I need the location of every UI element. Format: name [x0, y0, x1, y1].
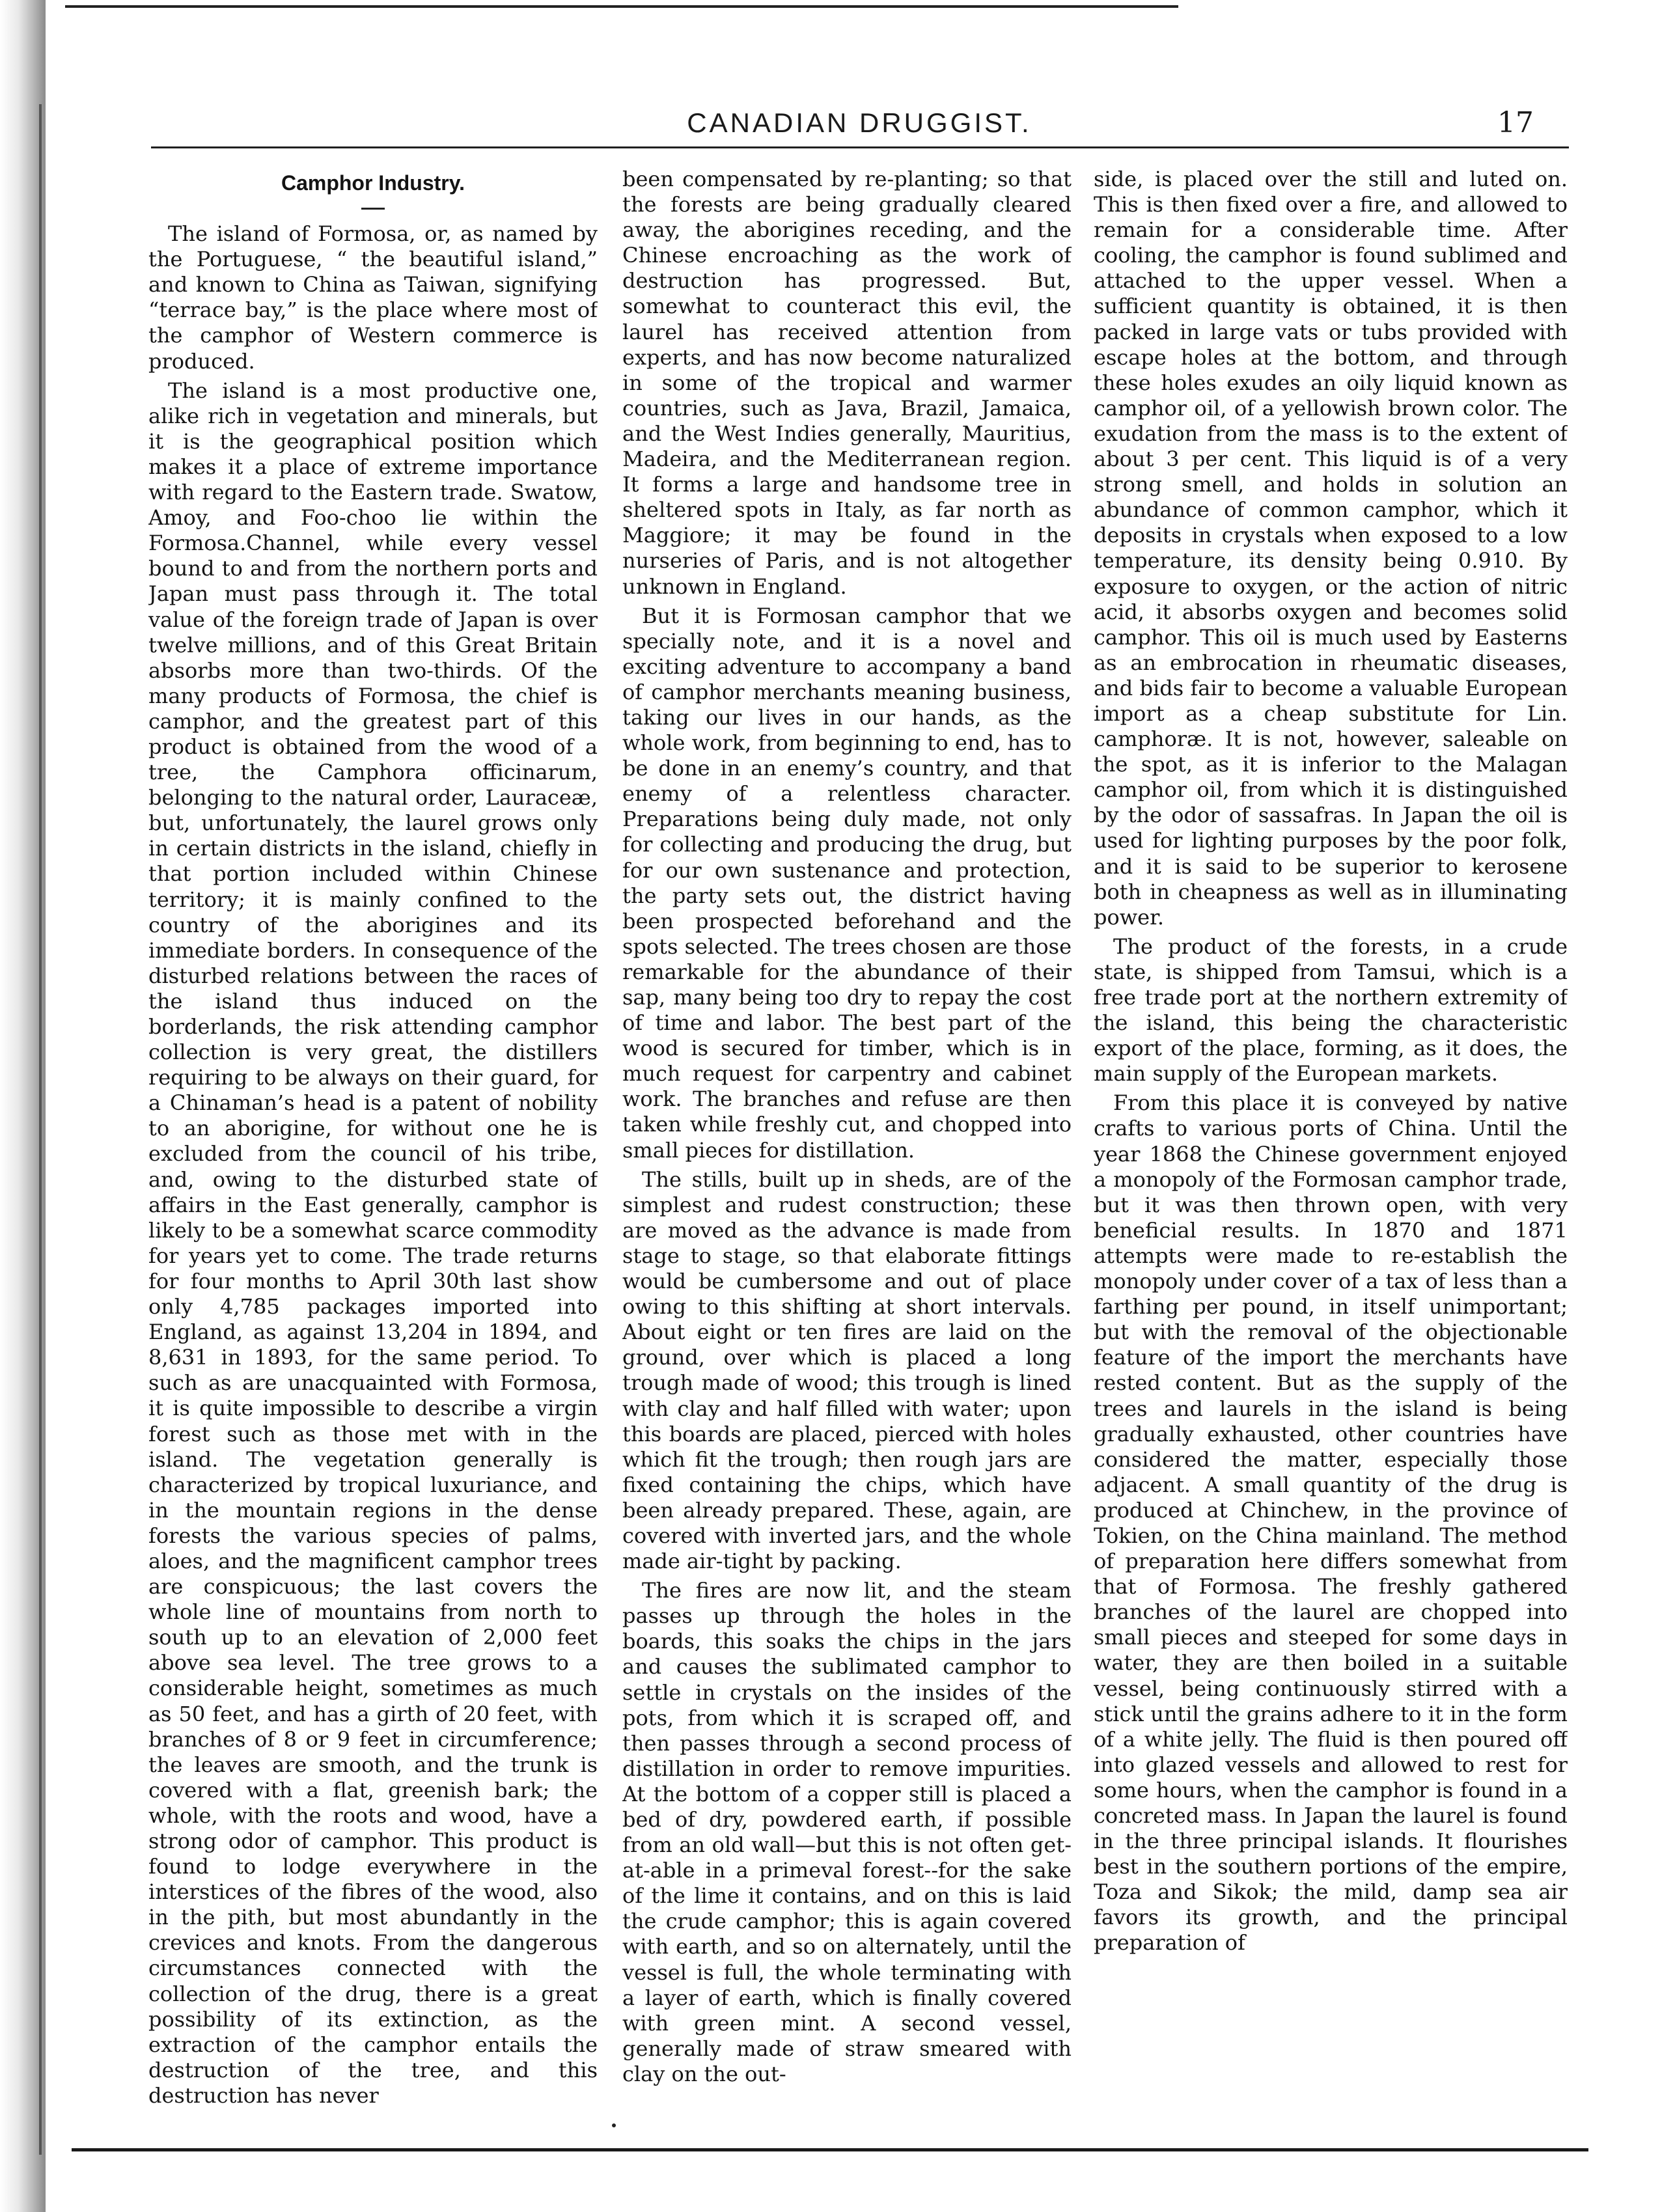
- article-column-3: [1094, 167, 1568, 2134]
- paragraph: The stills, built up in sheds, are of the simplest and rudest construction; these are moved as the advance is made from stage to stage, so that elaborate fittings would be cumbersome and out of place owing to this shifting at short intervals. About eight or ten fires are laid on the ground, over which is placed a long trough made of wood; this trough is lined with clay and half filled with water; upon this boards are placed, pierced with holes which fit the trough; then rough jars are fixed containing the chips, which have been already prepared. These, again, are covered with inverted jars, and the whole made air-tight by packing.: [622, 1167, 1072, 1574]
- bottom-edge-rule: [72, 2148, 1588, 2151]
- article-title: Camphor Industry.: [281, 171, 465, 195]
- paragraph: The fires are now lit, and the steam passes up through the holes in the boards, this soaks the chips in the jars and causes the sublimated camphor to settle in crystals on the insides of the pots, from which it is scraped off, and then passes through a second process of distillation in order to remove impurities. At the bottom of a copper still is placed a bed of dry, powdered earth, if possible from an old wall—but this is not often get-at-able in a primeval forest--for the sake of the lime it contains, and on this is laid the crude camphor; this is again covered with earth, and so on alternately, until the vessel is full, the whole terminating with a layer of earth, which is finally covered with green mint. A second vessel, generally made of straw smeared with clay on the out-: [622, 1578, 1072, 2086]
- paragraph: From this place it is conveyed by native crafts to various ports of China. Until the year 1868 the Chinese government enjoyed a monopoly of the Formosan camphor trade, but it was then thrown open, with very beneficial results. In 1870 and 1871 attempts were made to re-establish the monopoly under cover of a tax of less than a farthing per pound, in itself unimportant; but with the removal of the objectionable feature of the import the merchants have rested content. But as the supply of the trees and laurels in the island is being gradually exhausted, other countries have considered the matter, especially those adjacent. A small quantity of the drug is produced at Chinchew, in the province of Tokien, on the China mainland. The method of preparation here differs somewhat from that of Formosa. The freshly gathered branches of the laurel are chopped into small pieces and steeped for some days in water, they are then boiled in a suitable vessel, being continuously stirred with a stick until the grains adhere to it in the form of a white jelly. The fluid is then poured off into glazed vessels and allowed to rest for some hours, when the camphor is found in a concreted mass. In Japan the laurel is found in the three principal islands. It flourishes best in the southern portions of the empire, Toza and Sikok; the mild, damp sea air favors its growth, and the principal preparation of: [1094, 1090, 1568, 1956]
- paragraph: side, is placed over the still and luted on. This is then fixed over a fire, and allowed to remain for a considerable time. After cooling, the camphor is found sublimed and attached to the upper vessel. When a sufficient quantity is obtained, it is then packed in large vats or tubs provided with escape holes at the bottom, and through these holes exudes an oily liquid known as camphor oil, of a yellowish brown color. The exudation from the mass is to the extent of about 3 per cent. This liquid is of a very strong smell, and holds in solution an abundance of common camphor, which it deposits in crystals when exposed to a low temperature, its density being 0.910. By exposure to oxygen, or the action of nitric acid, it absorbs oxygen and becomes solid camphor. This oil is much used by Easterns as an embrocation in rheumatic diseases, and bids fair to become a valuable European import as a cheap substitute for Lin. camphoræ. It is not, however, saleable on the spot, as it is inferior to the Malagan camphor oil, from which it is distinguished by the odor of sassafras. In Japan the oil is used for lighting purposes by the poor folk, and it is said to be superior to kerosene both in cheapness as well as in illuminating power.: [1094, 167, 1568, 930]
- article-column-2: [622, 167, 1072, 2134]
- article-column-1: [148, 167, 598, 2134]
- paragraph: The island is a most productive one, alike rich in vegetation and minerals, but it is the geographical position which makes it a place of extreme importance with regard to the Eastern trade. Swatow, Amoy, and Foo-choo lie within the Formosa.Channel, while every vessel bound to and from the northern ports and Japan must pass through it. The total value of the foreign trade of Japan is over twelve millions, and of this Great Britain absorbs more than two-thirds. Of the many products of Formosa, the chief is camphor, and the greatest part of this product is obtained from the wood of a tree, the Camphora officinarum, belonging to the natural order, Lauraceæ, but, unfortunately, the laurel grows only in certain districts in the island, chiefly in that portion included within Chinese territory; it is mainly confined to the country of the aborigines and its immediate borders. In consequence of the disturbed relations between the races of the island thus induced on the borderlands, the risk attending camphor collection is very great, the distillers requiring to be always on their guard, for a Chinaman’s head is a patent of nobility to an aborigine, for without one he is excluded from the council of his tribe, and, owing to the disturbed state of affairs in the East generally, camphor is likely to be a somewhat scarce commodity for years yet to come. The trade returns for four months to April 30th last show only 4,785 packages imported into England, as against 13,204 in 1894, and 8,631 in 1893, for the same period. To such as are unacquainted with Formosa, it is quite impossible to describe a virgin forest such as those met with in the island. The vegetation generally is characterized by tropical luxuriance, and in the mountain regions in the dense forests the various species of palms, aloes, and the magnificent camphor trees are conspicuous; the last covers the whole line of mountains from north to south up to an elevation of 2,000 feet above sea level. The tree grows to a considerable height, sometimes as much as 50 feet, and has a girth of 20 feet, with branches of 8 or 9 feet in circumference; the leaves are smooth, and the trunk is covered with a flat, greenish bark; the whole, with the roots and wood, have a strong odor of camphor. This product is found to lodge everywhere in the interstices of the fibres of the wood, also in the pith, but most abundantly in the crevices and knots. From the dangerous circumstances connected with the collection of the drug, there is a great possibility of its extinction, as the extraction of the camphor entails the destruction of the tree, and this destruction has never: [148, 378, 598, 2108]
- paragraph: been compensated by re-planting; so that the forests are being gradually cleared away, the aborigines receding, and the Chinese encroaching as the work of destruction has progressed. But, somewhat to counteract this evil, the laurel has received attention from experts, and has now become naturalized in some of the tropical and warmer countries, such as Java, Brazil, Jamaica, and the West Indies generally, Mauritius, Madeira, and the Mediterranean region. It forms a large and handsome tree in sheltered spots in Italy, as far north as Maggiore; it may be found in the nurseries of Paris, and is not altogether unknown in England.: [622, 167, 1072, 599]
- title-dash-divider: [361, 208, 385, 210]
- print-speck: [612, 2123, 616, 2127]
- paragraph: The island of Formosa, or, as named by the Portuguese, “ the beautiful island,” and known to China as Taiwan, signifying “terrace bay,” is the place where most of the camphor of Western commerce is produced.: [148, 221, 598, 374]
- running-header-title: CANADIAN DRUGGIST.: [687, 107, 1032, 138]
- paragraph: The product of the forests, in a crude state, is shipped from Tamsui, which is a free trade port at the northern extremity of the island, this being the characteristic export of the place, forming, as it does, the main supply of the European markets.: [1094, 933, 1568, 1086]
- header-rule: [151, 146, 1569, 148]
- paragraph: But it is Formosan camphor that we specially note, and it is a novel and exciting adventure to accompany a band of camphor merchants meaning business, taking our lives in our hands, as the whole work, from beginning to end, has to be done in an enemy’s country, and that enemy of a relentless character. Preparations being duly made, not only for collecting and producing the drug, but for our own sustenance and protection, the party sets out, the district having been prospected beforehand and the spots selected. The trees chosen are those remarkable for the abundance of their sap, many being too dry to repay the cost of time and labor. The best part of the wood is secured for timber, which is in much request for carpentry and cabinet work. The branches and refuse are then taken while freshly cut, and chopped into small pieces for distillation.: [622, 603, 1072, 1163]
- top-edge-rule: [65, 5, 1178, 8]
- page-number: 17: [1497, 106, 1534, 139]
- binding-edge-line: [39, 104, 42, 2155]
